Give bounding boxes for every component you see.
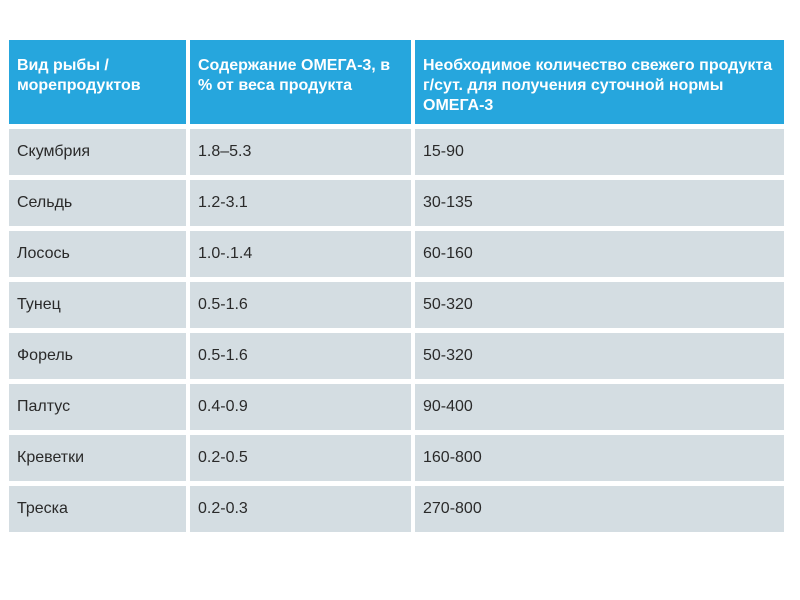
cell-fish: Скумбрия xyxy=(9,129,186,175)
cell-omega3: 0.2-0.3 xyxy=(190,486,411,532)
cell-omega3: 0.4-0.9 xyxy=(190,384,411,430)
cell-fish: Лосось xyxy=(9,231,186,277)
cell-amount: 160-800 xyxy=(415,435,784,481)
cell-fish: Сельдь xyxy=(9,180,186,226)
omega3-table xyxy=(5,35,788,537)
cell-omega3: 0.5-1.6 xyxy=(190,282,411,328)
table-row xyxy=(9,282,784,328)
cell-amount: 60-160 xyxy=(415,231,784,277)
table-row xyxy=(9,231,784,277)
cell-amount: 50-320 xyxy=(415,333,784,379)
cell-amount: 50-320 xyxy=(415,282,784,328)
table-row xyxy=(9,333,784,379)
cell-amount: 270-800 xyxy=(415,486,784,532)
cell-amount: 30-135 xyxy=(415,180,784,226)
cell-amount: 90-400 xyxy=(415,384,784,430)
header-daily-amount: Необходимое количество свежего продукта г/сут. для получения суточной нормы ОМЕГА-3 xyxy=(415,40,784,124)
cell-fish: Тунец xyxy=(9,282,186,328)
cell-fish: Форель xyxy=(9,333,186,379)
table-row xyxy=(9,435,784,481)
header-omega3-content: Содержание ОМЕГА-3, в % от веса продукта xyxy=(190,40,411,124)
table-row xyxy=(9,129,784,175)
table-row xyxy=(9,486,784,532)
cell-fish: Треска xyxy=(9,486,186,532)
cell-fish: Креветки xyxy=(9,435,186,481)
cell-fish: Палтус xyxy=(9,384,186,430)
table-row xyxy=(9,180,784,226)
omega3-table-container xyxy=(9,40,788,537)
cell-omega3: 1.2-3.1 xyxy=(190,180,411,226)
cell-omega3: 0.2-0.5 xyxy=(190,435,411,481)
header-fish-type: Вид рыбы / морепродуктов xyxy=(9,40,186,124)
cell-omega3: 1.8–5.3 xyxy=(190,129,411,175)
table-header-row xyxy=(9,40,784,124)
cell-omega3: 1.0-.1.4 xyxy=(190,231,411,277)
cell-omega3: 0.5-1.6 xyxy=(190,333,411,379)
cell-amount: 15-90 xyxy=(415,129,784,175)
table-row xyxy=(9,384,784,430)
